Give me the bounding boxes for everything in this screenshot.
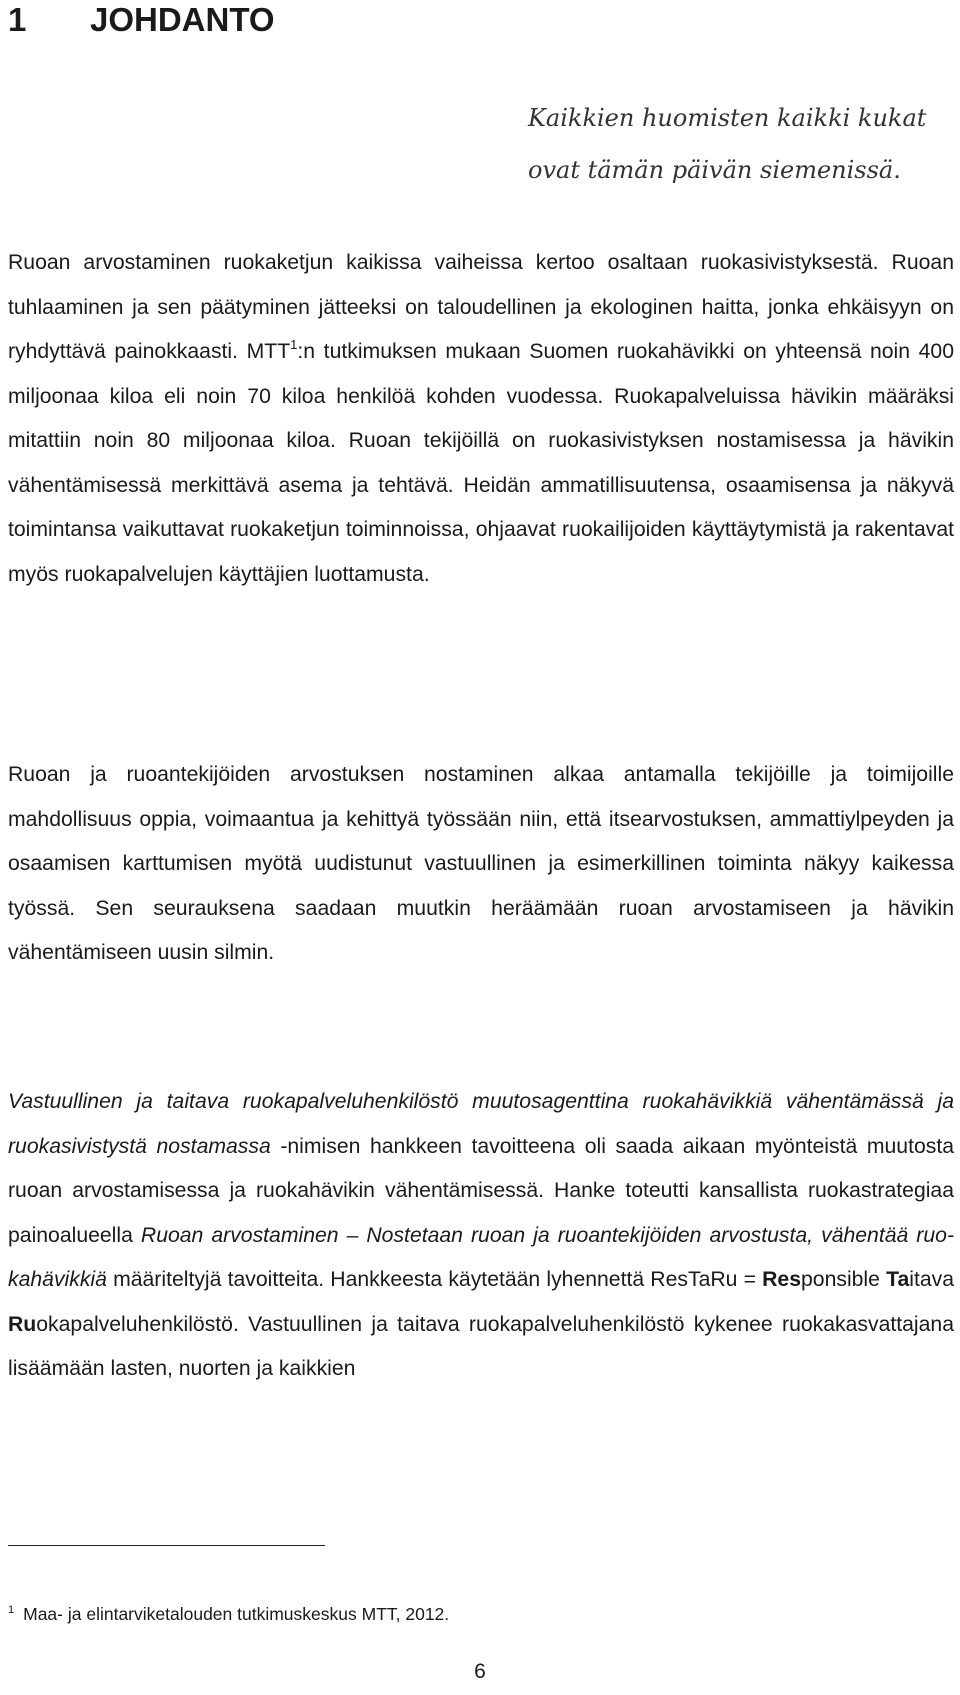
- acronym-word-responsible: ponsible: [801, 1268, 887, 1291]
- page-number: 6: [474, 1660, 486, 1683]
- footnote-reference[interactable]: 1: [290, 337, 298, 352]
- footnote-marker: 1: [8, 1604, 15, 1616]
- footnote: [8, 1602, 449, 1626]
- paragraph-intro-text-1: Ruoan arvostaminen ruokaketjun kaikissa vaiheissa kertoo osaltaan ruokasivistyksestä. Ruoan tuhlaaminen ja sen päätyminen jätteeksi on taloudellinen ja ekologinen haitta, jonka ehkäisyyn on ryhdyttävä painokkaasti. MTT: [8, 251, 954, 363]
- epigraph-line-2: ovat tämän päivän siemenissä.: [528, 156, 901, 184]
- paragraph-intro: [8, 241, 954, 597]
- paragraph-intro-text-2: :n tutkimuksen mukaan Suomen ruokahävikki on yhteensä noin 400 miljoonaa kiloa eli noin 70 kiloa henkilöä kohden vuodessa. Ruokapalveluissa hävikin määräksi mitattiin noin 80 miljoonaa kiloa. Ruoan tekijöillä on ruokasivistyksen nostamisessa ja hävikin vähentämisessä merkittävä asema ja tehtävä. Heidän ammatillisuutensa, osaamisensa ja näkyvä toimintansa vaikuttavat ruokaketjun toiminnoissa, ohjaavat ruokailijoiden käyttäytymistä ja rakentavat myös ruokapalvelujen käyttäjien luottamusta.: [8, 340, 954, 586]
- paragraph-project: [8, 1080, 954, 1392]
- footnote-separator: [8, 1545, 325, 1546]
- acronym-word-ruokapalveluhenkilosto: okapalveluhenkilöstö.: [36, 1312, 239, 1336]
- chapter-title: JOHDANTO: [90, 1, 275, 38]
- paragraph-appreciation: Ruoan ja ruoantekijöiden arvostuksen nostaminen alkaa antamalla tekijöille ja toimijoille mahdollisuus oppia, voimaantua ja kehittyä työssään niin, että itsearvostuksen, ammattiylpeyden ja osaamisen karttumisen myötä uudistunut vastuullinen ja esimerkillinen toiminta näkyy kaikessa työssä. Sen seurauksena saadaan muutkin heräämään ruoan arvostamiseen ja hävikin vähentämiseen uusin silmin.: [8, 763, 954, 964]
- epigraph-line-1: Kaikkien huomisten kaikki kukat: [528, 104, 927, 132]
- project-text-1: -nimisen hankkeen tavoitteena oli saada aikaan myönteistä muutosta ruoan arvostamisessa ja ruokahävikin vähentämisessä. Hanke toteutti kansallista ruokastrategiaa painoalueella: [8, 1134, 955, 1247]
- project-text-2: määriteltyjä tavoitteita. Hankkeesta käytetään lyhennettä ResTaRu =: [106, 1268, 763, 1291]
- chapter-heading: [8, 0, 275, 40]
- project-name: Vastuullinen ja taitava ruokapalveluhenkilöstö muutosagenttina ruokahävikkiä vähentämässä ja ruokasivistystä nostamassa: [8, 1090, 954, 1158]
- acronym-letters-ta: Ta: [886, 1268, 910, 1291]
- project-text-3: Vastuullinen ja taitava ruokapalveluhenkilöstö kykenee ruokakasvattajana lisäämään lasten, nuorten ja kaikkien: [8, 1312, 954, 1380]
- chapter-number: 1: [8, 1, 27, 38]
- strategy-area: Ruoan arvostaminen – Nostetaan ruoan ja ruoantekijöiden arvostusta, vähentää ruokahävikkiä: [8, 1223, 954, 1291]
- acronym-word-taitava: itava: [909, 1268, 955, 1291]
- epigraph: [528, 92, 926, 196]
- footnote-text: Maa- ja elintarviketalouden tutkimuskeskus MTT, 2012.: [23, 1604, 450, 1624]
- acronym-letters-res: Res: [762, 1268, 801, 1291]
- acronym-letters-ru: Ru: [8, 1312, 37, 1336]
